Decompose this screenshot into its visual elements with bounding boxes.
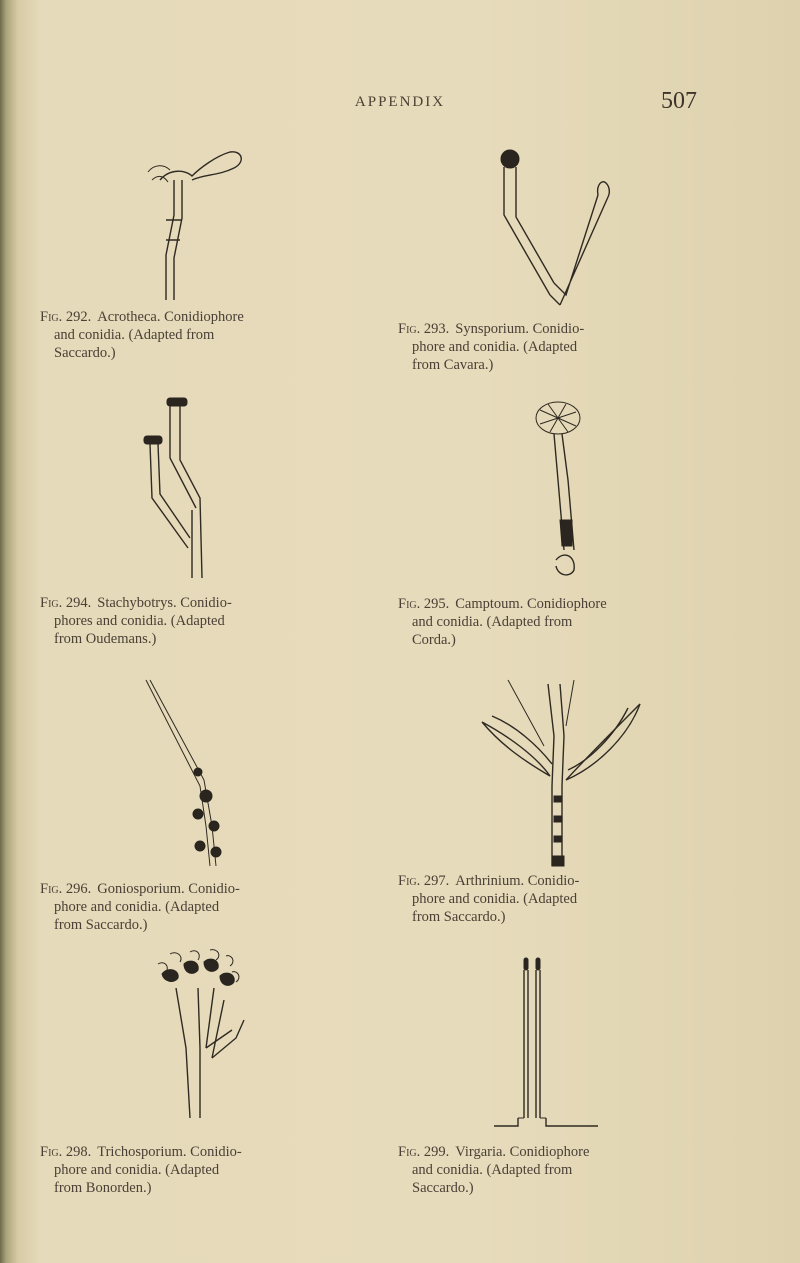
fig-number: Fig. 299.	[398, 1144, 450, 1160]
fig-297-caption: Fig. 297. Arthrinium. Conidio- phore and conidia. (Adapted from Saccardo.)	[398, 873, 580, 925]
fig-number: Fig. 297.	[398, 873, 450, 889]
page-number: 507	[661, 88, 697, 114]
fig-293-caption: Fig. 293. Synsporium. Conidio- phore and conidia. (Adapted from Cavara.)	[398, 321, 585, 373]
fig-299-caption: Fig. 299. Virgaria. Conidiophore and conidia. (Adapted from Saccardo.)	[398, 1144, 590, 1196]
stachybotrys-drawing	[140, 398, 220, 598]
fig-number: Fig. 298.	[40, 1144, 92, 1160]
fig-number: Fig. 296.	[40, 881, 92, 897]
fig-296-caption: Fig. 296. Goniosporium. Conidio- phore and conidia. (Adapted from Saccardo.)	[40, 881, 240, 933]
acrotheca-drawing	[130, 140, 250, 305]
fig-number: Fig. 295.	[398, 596, 450, 612]
fig-number: Fig. 294.	[40, 595, 92, 611]
running-header: APPENDIX	[354, 94, 446, 110]
fig-297-illustration	[478, 676, 658, 871]
fig-299-illustration	[490, 958, 620, 1138]
fig-293-illustration	[480, 145, 630, 315]
fig-295-illustration	[520, 400, 600, 590]
arthrinium-drawing	[478, 676, 658, 871]
fig-298-caption: Fig. 298. Trichosporium. Conidio- phore and conidia. (Adapted from Bonorden.)	[40, 1144, 242, 1196]
goniosporium-drawing	[140, 676, 240, 876]
fig-294-illustration	[140, 398, 220, 598]
fig-294-caption: Fig. 294. Stachybotrys. Conidio- phores and conidia. (Adapted from Oudemans.)	[40, 595, 232, 647]
fig-292-caption: Fig. 292. Acrotheca. Conidiophore and conidia. (Adapted from Saccardo.)	[40, 309, 244, 361]
camptoum-drawing	[520, 400, 600, 590]
fig-298-illustration	[140, 948, 260, 1128]
fig-295-caption: Fig. 295. Camptoum. Conidiophore and conidia. (Adapted from Corda.)	[398, 596, 607, 648]
trichosporium-drawing	[140, 948, 260, 1128]
fig-number: Fig. 292.	[40, 309, 92, 325]
fig-296-illustration	[140, 676, 240, 876]
virgaria-drawing	[490, 958, 620, 1138]
fig-292-illustration	[130, 140, 250, 305]
fig-number: Fig. 293.	[398, 321, 450, 337]
synsporium-drawing	[480, 145, 630, 315]
